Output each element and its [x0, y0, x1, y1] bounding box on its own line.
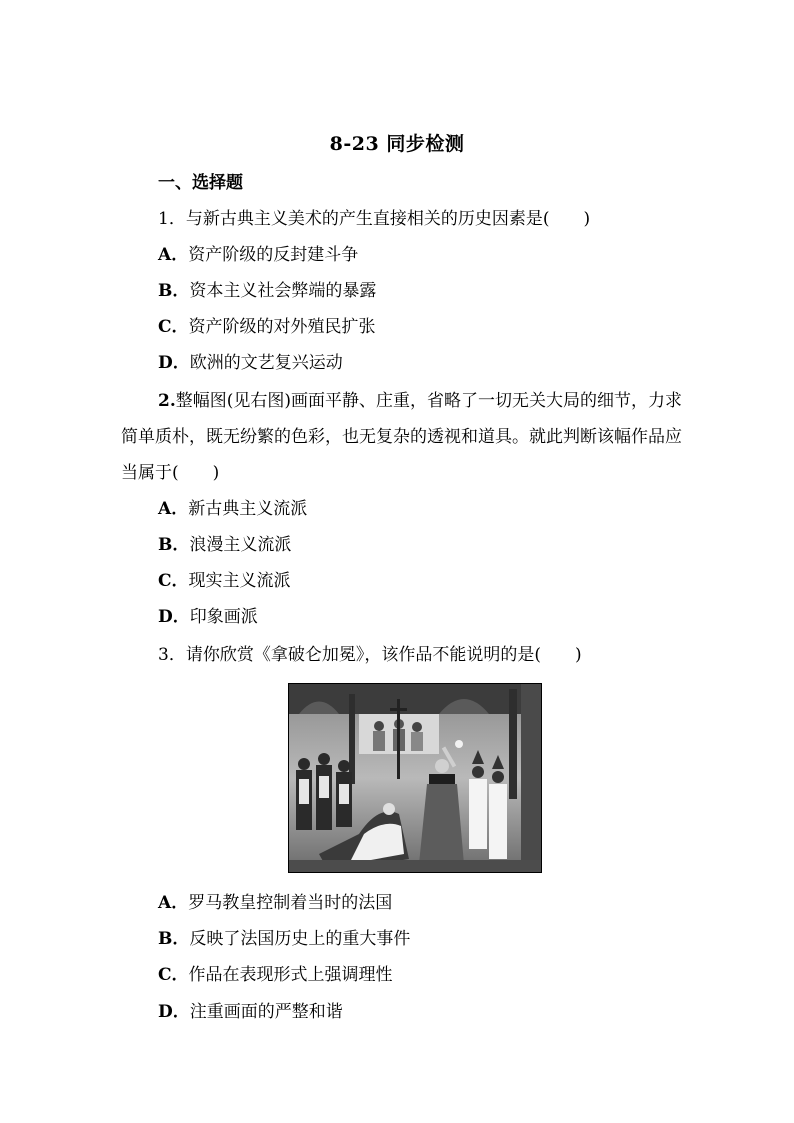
painting-drawing	[289, 684, 541, 872]
option-text: 罗马教皇控制着当时的法国	[188, 893, 393, 913]
q3-option-a	[158, 891, 392, 915]
question-2-number: 2.	[158, 391, 176, 411]
option-text: 欧洲的文艺复兴运动	[189, 353, 343, 373]
question-2-text: 整幅图(见右图)画面平静、庄重，省略了一切无关大局的细节，力求简单质朴，既无纷繁的色彩，也无复杂的透视和道具。就此判断该幅作品应当属于( )	[121, 391, 683, 483]
q1-option-b	[158, 279, 376, 303]
option-letter: B．	[158, 929, 190, 949]
option-letter: B．	[158, 281, 190, 301]
page-title: 8-23 同步检测	[329, 133, 465, 155]
option-text: 资产阶级的对外殖民扩张	[188, 317, 376, 337]
option-letter: C．	[158, 317, 189, 337]
q2-option-d	[158, 605, 258, 629]
q2-option-a	[158, 497, 307, 521]
option-letter: A．	[158, 245, 189, 265]
option-letter: D．	[158, 607, 190, 627]
q3-option-c	[158, 963, 393, 987]
q3-option-d	[158, 1000, 343, 1024]
option-letter: C．	[158, 571, 189, 591]
option-text: 注重画面的严整和谐	[189, 1002, 343, 1022]
coronation-painting-image	[288, 683, 542, 873]
q1-option-d	[158, 351, 343, 375]
section-heading: 一、选择题	[158, 173, 243, 193]
question-1-stem: 1．与新古典主义美术的产生直接相关的历史因素是( )	[158, 209, 591, 229]
option-letter: D．	[158, 1002, 190, 1022]
q3-option-b	[158, 927, 410, 951]
q1-option-c	[158, 315, 376, 339]
option-text: 新古典主义流派	[188, 499, 308, 519]
option-text: 资产阶级的反封建斗争	[188, 245, 359, 265]
option-text: 反映了法国历史上的重大事件	[189, 929, 411, 949]
option-letter: A．	[158, 893, 189, 913]
option-text: 印象画派	[189, 607, 258, 627]
option-text: 浪漫主义流派	[189, 535, 292, 555]
q2-option-b	[158, 533, 291, 557]
question-3-stem: 3．请你欣赏《拿破仑加冕》，该作品不能说明的是( )	[158, 645, 582, 665]
option-text: 资本主义社会弊端的暴露	[189, 281, 377, 301]
option-letter: C．	[158, 965, 189, 985]
option-text: 作品在表现形式上强调理性	[188, 965, 393, 985]
option-letter: A．	[158, 499, 189, 519]
q2-option-c	[158, 569, 291, 593]
option-letter: D．	[158, 353, 190, 373]
option-text: 现实主义流派	[188, 571, 291, 591]
question-2-stem	[121, 383, 686, 491]
option-letter: B．	[158, 535, 190, 555]
q1-option-a	[158, 243, 358, 267]
